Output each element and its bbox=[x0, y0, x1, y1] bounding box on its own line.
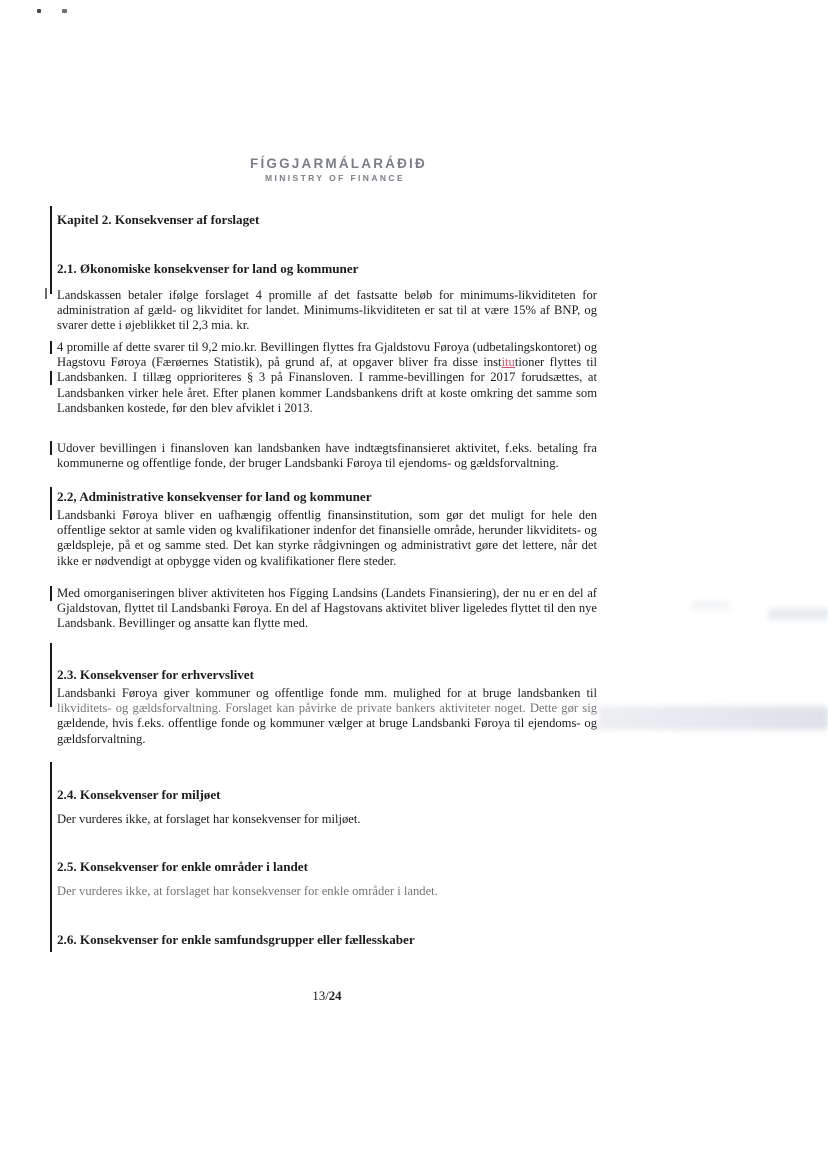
change-bar bbox=[50, 441, 52, 455]
paragraph: Udover bevillingen i finansloven kan landsbanken have indtægtsfinansieret aktivitet, f.eks. betaling fra kommunerne og offentlige fonde, der bruger Landsbanki Føroya til ejendoms- og gældsforvaltning. bbox=[57, 441, 597, 471]
change-bar bbox=[50, 487, 52, 520]
scan-smudge bbox=[598, 706, 828, 730]
ministry-logo-title: FÍGGJARMÁLARÁÐIÐ bbox=[250, 156, 427, 171]
scan-smudge bbox=[768, 608, 828, 620]
scan-artifact-dot bbox=[62, 9, 67, 13]
section-2-5-heading: 2.5. Konsekvenser for enkle områder i landet bbox=[57, 859, 308, 874]
change-bar bbox=[50, 206, 52, 294]
tracked-change-text: itu bbox=[501, 355, 515, 370]
paragraph-text: tioner flyttes til Landsbanken. I tillæg opprioriteres § 3 på Finansloven. I ramme-bevillingen for 2017 forudsættes, at Landsbanken virker hele året. Efter planen kommer Landsbankens drift at koste omkring det samme som Landsbanken kostede, før den blev afviklet i 2013. bbox=[57, 355, 597, 415]
change-bar bbox=[50, 643, 52, 707]
paragraph: Der vurderes ikke, at forslaget har konsekvenser for miljøet. bbox=[57, 812, 361, 826]
section-2-6-heading: 2.6. Konsekvenser for enkle samfundsgrupper eller fællesskaber bbox=[57, 932, 415, 947]
section-2-1-heading: 2.1. Økonomiske konsekvenser for land og kommuner bbox=[57, 261, 359, 276]
change-bar bbox=[45, 288, 47, 299]
scan-fade bbox=[57, 883, 602, 898]
scan-artifact-dot bbox=[37, 9, 41, 13]
paragraph bbox=[57, 340, 597, 416]
paragraph-text: 4 promille af dette svarer til 9,2 mio.kr. Bevillingen flyttes fra Gjaldstovu Føroya (udbetalingskontoret) og Hagstovu Føroya (Færøernes Statistik), på grund af, at opgaver bliver fra disse inst bbox=[57, 340, 597, 370]
ministry-logo bbox=[250, 156, 427, 183]
paragraph: Der vurderes ikke, at forslaget har konsekvenser for enkle områder i landet. bbox=[57, 884, 438, 898]
change-bar bbox=[50, 586, 52, 601]
section-2-2-heading: 2.2, Administrative konsekvenser for land og kommuner bbox=[57, 489, 372, 504]
paragraph: Landsbanki Føroya giver kommuner og offentlige fonde mm. mulighed for at bruge landsbanken til likviditets- og gældsforvaltning. Forslaget kan påvirke de private bankers aktiviteter noget. Dette gør sig gældende, hvis f.eks. offentlige fonde og kommuner vælger at bruge Landsbanki Føroya til ejendoms- og gældsforvaltning. bbox=[57, 686, 597, 746]
paragraph: Med omorganiseringen bliver aktiviteten hos Fígging Landsins (Landets Finansiering), der nu er en del af Gjaldstovan, flyttet til Landsbanki Føroya. En del af Hagstovans aktivitet bliver ligeledes flyttet til den nye Landsbank. Bevillinger og ansatte kan flytte med. bbox=[57, 586, 597, 631]
change-bar bbox=[50, 341, 52, 354]
page-number-current: 13/ bbox=[312, 989, 329, 1003]
page-number bbox=[57, 989, 597, 1004]
ministry-logo-subtitle: MINISTRY OF FINANCE bbox=[264, 173, 406, 183]
change-bar bbox=[50, 762, 52, 952]
section-2-3-heading: 2.3. Konsekvenser for erhvervslivet bbox=[57, 667, 254, 682]
change-bar bbox=[50, 371, 52, 385]
paragraph: Landskassen betaler ifølge forslaget 4 promille af det fastsatte beløb for minimums-likviditeten for administration af gæld- og likviditet for landet. Minimums-likviditeten er sat til at være 15% af BNP, og svarer dette i øjeblikket til 2,3 mia. kr. bbox=[57, 288, 597, 333]
page-number-total: 24 bbox=[328, 989, 342, 1003]
section-2-4-heading: 2.4. Konsekvenser for miljøet bbox=[57, 787, 221, 802]
chapter-heading: Kapitel 2. Konsekvenser af forslaget bbox=[57, 212, 260, 227]
scan-smudge bbox=[690, 602, 730, 610]
paragraph: Landsbanki Føroya bliver en uafhængig offentlig finansinstitution, som gør det muligt for hele den offentlige sektor at samle viden og kvalifikationer indenfor det finansielle område, herunder likviditets- og gældspleje, på et og samme sted. Det kan styrke rådgivningen og administrativt gøre det lettere, når det ikke er nødvendigt at opbygge viden og kvalifikationer flere steder. bbox=[57, 508, 597, 568]
scan-fade bbox=[57, 700, 602, 715]
